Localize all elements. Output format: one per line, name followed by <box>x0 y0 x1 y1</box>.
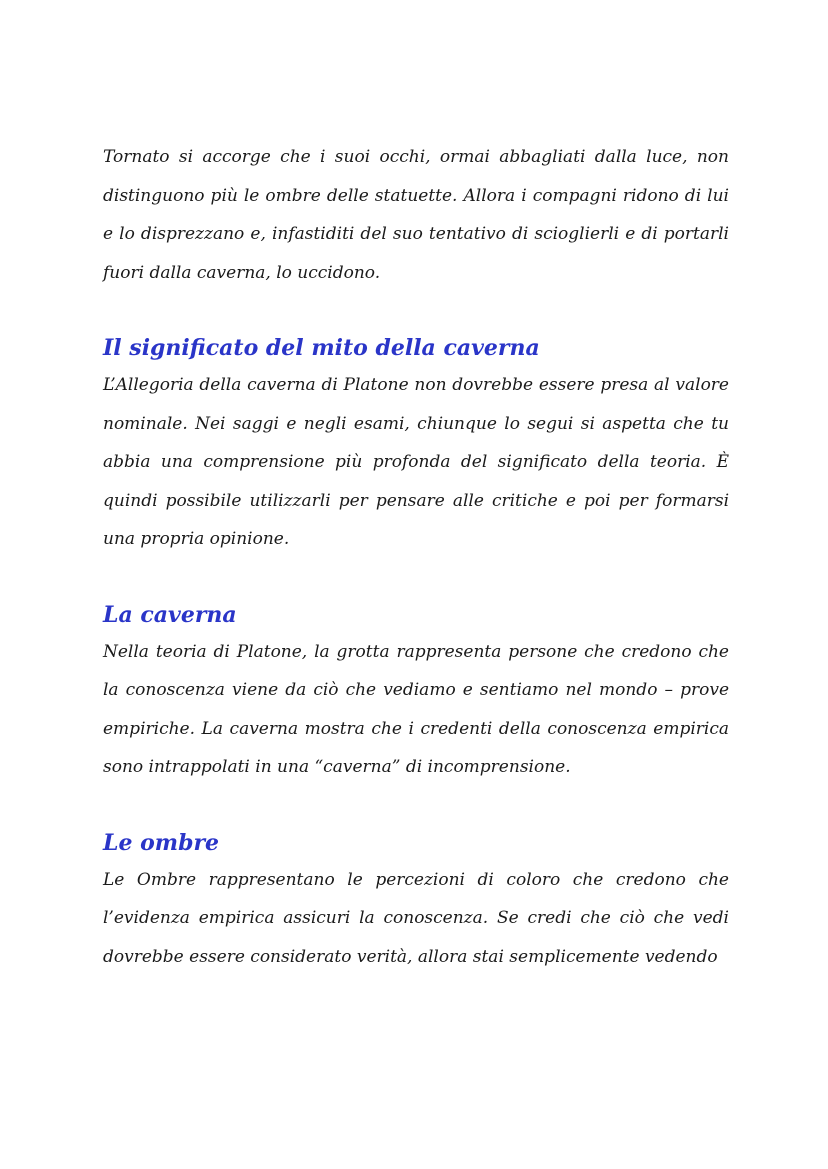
document-content <box>103 138 729 976</box>
section-body-caverna: Nella teoria di Platone, la grotta rappresenta persone che credono che la conoscenza viene da ciò che vediamo e sentiamo nel mondo – prove empiriche. La caverna mostra che i credenti della conoscenza empirica sono intrappolati in una “caverna” di incomprensione. <box>103 641 729 777</box>
spacer <box>103 787 729 825</box>
spacer <box>103 292 729 330</box>
section-body-ombre: Le Ombre rappresentano le percezioni di coloro che credono che l’evidenza empirica assicuri la conoscenza. Se credi che ciò che vedi dovrebbe essere considerato verità, allora stai semplicemente vedendo <box>103 869 729 967</box>
spacer <box>103 559 729 597</box>
section-heading-ombre: Le ombre <box>103 829 220 856</box>
section-heading-caverna: La caverna <box>103 601 237 628</box>
section-heading-significato: Il significato del mito della caverna <box>103 335 540 361</box>
section-body-significato: L’Allegoria della caverna di Platone non dovrebbe essere presa al valore nominale. Nei saggi e negli esami, chiunque lo segui si aspetta che tu abbia una comprensione più profonda del significato della teoria. È quindi possibile utilizzarli per pensare alle critiche e poi per formarsi una propria opinione. <box>103 375 729 549</box>
intro-paragraph: Tornato si accorge che i suoi occhi, ormai abbagliati dalla luce, non distinguono più le ombre delle statuette. Allora i compagni ridono di lui e lo disprezzano e, infastiditi del suo tentativo di scioglierli e di portarli fuori dalla caverna, lo uccidono. <box>103 147 729 283</box>
